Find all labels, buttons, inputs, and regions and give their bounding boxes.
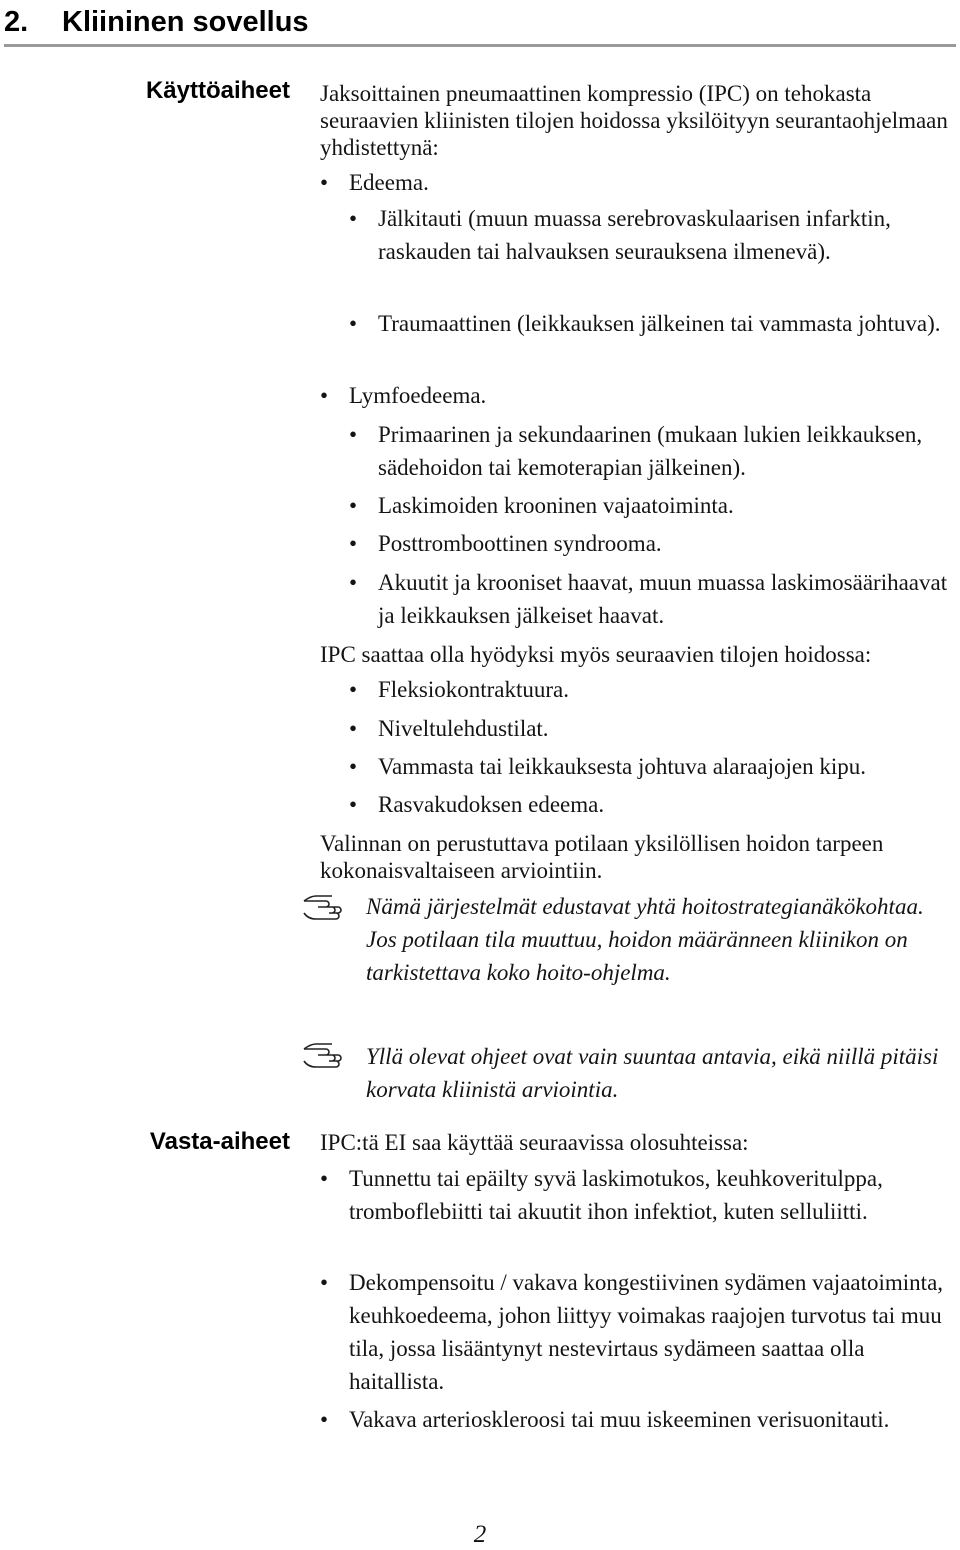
also-intro: IPC saattaa olla hyödyksi myös seuraavien tilojen hoidossa:	[320, 642, 872, 667]
bullet-icon: •	[320, 383, 329, 408]
list-item-lymph-sub-3: • Posttromboottinen syndrooma.	[349, 527, 950, 560]
chapter-header	[4, 4, 956, 40]
bullet-icon: •	[320, 1166, 329, 1191]
note-2: Yllä olevat ohjeet ovat vain suuntaa antavia, eikä niillä pitäisi korvata kliinistä arviointia.	[366, 1044, 939, 1102]
list-item-lymph-sub-1: • Primaarinen ja sekundaarinen (mukaan lukien leikkauksen, sädehoidon tai kemoterapian jälkeinen).	[349, 418, 950, 484]
chapter-title	[4, 4, 956, 40]
contraindications-label: Vasta-aiheet	[149, 1128, 290, 1155]
bullet-icon: •	[349, 531, 358, 556]
list-item-contra-3: • Vakava arterioskleroosi tai muu iskeeminen verisuonitauti.	[320, 1403, 950, 1436]
indications-intro: Jaksoittainen pneumaattinen kompressio (IPC) on tehokasta seuraavien kliinisten tilojen hoidossa yksilöityyn seurantaohjelmaan yhdistettynä:	[320, 81, 948, 160]
chapter-title-text: Kliininen sovellus	[62, 6, 309, 38]
pointing-hand-icon	[302, 892, 346, 920]
bullet-icon: •	[349, 754, 358, 779]
list-item-also-2: • Niveltulehdustilat.	[349, 712, 950, 745]
bullet-icon: •	[349, 716, 358, 741]
list-item-also-3: • Vammasta tai leikkauksesta johtuva alaraajojen kipu.	[349, 750, 950, 783]
pointing-hand-icon	[302, 1040, 346, 1068]
list-item-also-4: • Rasvakudoksen edeema.	[349, 788, 950, 821]
bullet-icon: •	[349, 493, 358, 518]
contraindications-intro: IPC:tä EI saa käyttää seuraavissa olosuhteissa:	[320, 1130, 749, 1155]
bullet-icon: •	[349, 792, 358, 817]
note-1: Nämä järjestelmät edustavat yhtä hoitostrategianäkökohtaa. Jos potilaan tila muuttuu, hoidon määränneen kliinikon on tarkistettava koko hoito-ohjelma.	[366, 894, 924, 985]
bullet-icon: •	[349, 570, 358, 595]
chapter-number: 2.	[4, 6, 29, 38]
list-item-contra-1: • Tunnettu tai epäilty syvä laskimotukos, keuhkoveritulppa, tromboflebiitti tai akuutit ihon infektiot, kuten selluliitti.	[320, 1162, 950, 1228]
bullet-icon: •	[320, 1270, 329, 1295]
choice-paragraph: Valinnan on perustuttava potilaan yksilöllisen hoidon tarpeen kokonaisvaltaiseen arviointiin.	[320, 831, 884, 883]
indications-label: Käyttöaiheet	[145, 77, 290, 104]
bullet-icon: •	[349, 311, 358, 336]
header-rule	[4, 44, 956, 47]
list-item-edema-sub-2: • Traumaattinen (leikkauksen jälkeinen tai vammasta johtuva).	[349, 307, 950, 340]
bullet-icon: •	[349, 677, 358, 702]
list-item-contra-2: • Dekompensoitu / vakava kongestiivinen sydämen vajaatoiminta, keuhkoedeema, johon liittyy voimakas raajojen turvotus tai muu tila, jossa lisääntynyt nestevirtaus sydämeen saattaa olla haitallista.	[320, 1266, 950, 1398]
bullet-icon: •	[320, 170, 329, 195]
list-item-lymph-sub-2: • Laskimoiden krooninen vajaatoiminta.	[349, 489, 950, 522]
list-item-also-1: • Fleksiokontraktuura.	[349, 673, 950, 706]
bullet-icon: •	[349, 206, 358, 231]
list-item-edema-sub-1: • Jälkitauti (muun muassa serebrovaskulaarisen infarktin, raskauden tai halvauksen seurauksena ilmenevä).	[349, 202, 950, 268]
list-item-edema: • Edeema.	[320, 166, 950, 199]
bullet-icon: •	[349, 422, 358, 447]
list-item-lymphedema: • Lymfoedeema.	[320, 379, 950, 412]
bullet-icon: •	[320, 1407, 329, 1432]
page-number: 2	[473, 1521, 487, 1548]
list-item-lymph-sub-4: • Akuutit ja krooniset haavat, muun muassa laskimosäärihaavat ja leikkauksen jälkeiset haavat.	[349, 566, 950, 632]
